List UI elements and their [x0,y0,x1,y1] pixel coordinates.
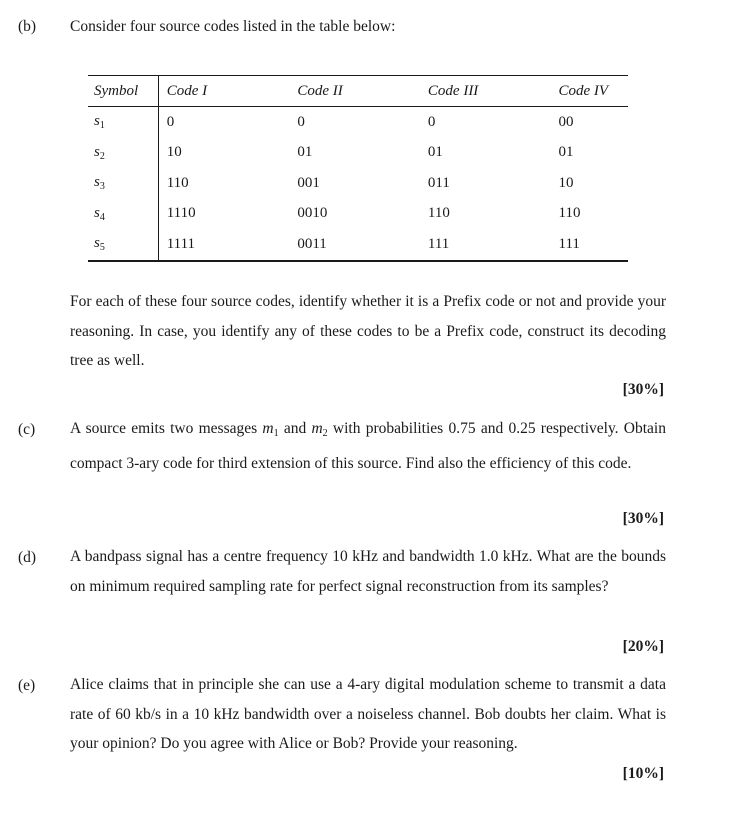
part-d-question: A bandpass signal has a centre frequency 10 kHz and bandwidth 1.0 kHz. What are the bounds on minimum required sampling rate for perfect signal reconstruction from its samples? [70,548,666,595]
part-e-marks: [10%] [622,765,664,782]
part-c-text-1: A source emits two messages [70,420,263,437]
table-row [88,199,628,230]
part-c-label: (c) [18,421,36,438]
symbol-cell [88,229,158,261]
part-c-marks: [30%] [622,510,664,527]
symbol-cell [88,199,158,230]
symbol-cell [88,138,158,169]
code-cell: 01 [427,144,443,161]
code-cell: 00 [558,113,574,130]
code-cell: 0 [166,113,175,130]
symbol-subscript: 1 [99,120,105,132]
source-codes-table [88,75,628,262]
header-symbol: Symbol [88,76,158,107]
symbol-letter: s [94,174,100,191]
code-cell: 011 [427,174,450,191]
symbol-letter: s [94,113,100,130]
part-b-marks: [30%] [622,381,664,398]
message-m1: m [262,420,274,437]
code-cell: 110 [166,174,189,191]
code-cell: 111 [558,235,580,252]
header-code-1: Code I [166,82,208,99]
symbol-subscript: 2 [99,150,105,162]
table-row [88,229,628,261]
symbol-subscript: 3 [99,181,105,193]
table-row [88,168,628,199]
part-c-text-2: and [278,420,312,437]
code-cell: 111 [427,235,450,252]
part-b-label: (b) [18,18,37,35]
code-cell: 110 [427,205,450,222]
symbol-subscript: 5 [99,242,105,254]
symbol-cell [88,107,158,138]
code-cell: 110 [558,205,581,222]
part-b-intro: Consider four source codes listed in the table below: [70,18,396,35]
code-cell: 1111 [166,235,196,252]
code-cell: 1110 [166,205,196,222]
table-row [88,138,628,169]
part-d-label: (d) [18,549,37,566]
symbol-subscript: 4 [99,211,105,223]
message-m2: m [311,420,323,437]
part-d-marks: [20%] [622,638,664,655]
code-cell: 10 [558,174,574,191]
code-cell: 0 [297,113,305,130]
symbol-letter: s [94,143,100,160]
code-cell: 10 [166,144,182,161]
code-cell: 01 [558,144,574,161]
symbol-letter: s [94,235,100,252]
table-header-row [88,76,628,107]
message-m1-subscript: 1 [273,428,279,439]
header-code-4: Code IV [558,82,609,99]
part-c-text-3: with probabilities 0.75 and 0.25 respectively. Obtain compact 3-ary code for third extension of this source. Find also the efficiency of this code. [70,420,666,472]
code-cell: 0 [427,113,436,130]
header-code-3: Code III [427,82,479,99]
message-m2-subscript: 2 [322,428,328,439]
part-b-question: For each of these four source codes, identify whether it is a Prefix code or not and provide your reasoning. In case, you identify any of these codes to be a Prefix code, construct its decoding tree as well. [70,293,666,369]
part-c-question [70,414,666,478]
code-cell: 0011 [297,235,327,252]
symbol-cell [88,168,158,199]
part-e-question: Alice claims that in principle she can use a 4-ary digital modulation scheme to transmit a data rate of 60 kb/s in a 10 kHz bandwidth over a noiseless channel. Bob doubts her claim. What is your opinion? Do you agree with Alice or Bob? Provide your reasoning. [70,676,666,752]
part-e-label: (e) [18,677,36,694]
code-cell: 01 [297,144,313,161]
symbol-letter: s [94,204,100,221]
code-cell: 001 [297,174,320,191]
header-code-2: Code II [297,82,343,99]
table-row [88,107,628,138]
code-cell: 0010 [297,205,328,222]
